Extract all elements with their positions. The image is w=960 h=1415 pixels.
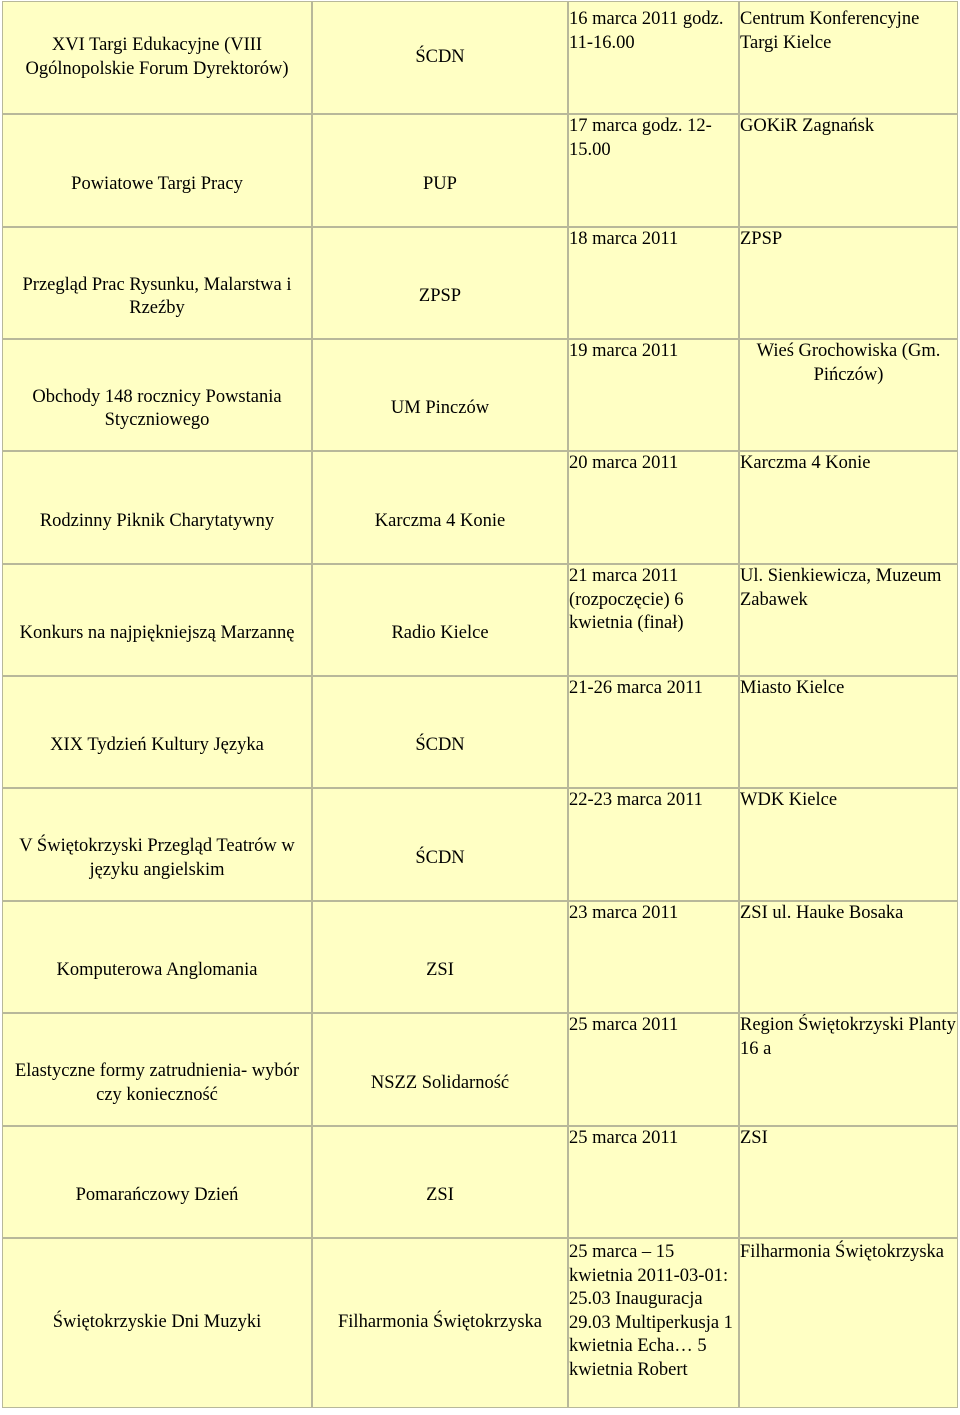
event-name: Powiatowe Targi Pracy — [2, 114, 312, 227]
table-row — [2, 901, 958, 1013]
event-name: Przegląd Prac Rysunku, Malarstwa i Rzeźby — [2, 227, 312, 339]
table-row — [2, 1238, 958, 1408]
event-name: V Świętokrzyski Przegląd Teatrów w języku angielskim — [2, 788, 312, 901]
table-row — [2, 564, 958, 676]
organizer: ŚCDN — [312, 788, 568, 901]
table-row — [2, 1126, 958, 1238]
event-place: GOKiR Zagnańsk — [739, 114, 958, 227]
event-date: 21 marca 2011 (rozpoczęcie) 6 kwietnia (finał) — [568, 564, 739, 676]
event-date: 25 marca 2011 — [568, 1126, 739, 1238]
event-date: 20 marca 2011 — [568, 451, 739, 564]
event-date: 25 marca – 15 kwietnia 2011-03-01: 25.03 Inauguracja 29.03 Multiperkusja 1 kwietnia Echa… 5 kwietnia Robert — [568, 1238, 739, 1408]
organizer: Karczma 4 Konie — [312, 451, 568, 564]
event-date: 21-26 marca 2011 — [568, 676, 739, 788]
event-place: ZSI ul. Hauke Bosaka — [739, 901, 958, 1013]
event-name: Komputerowa Anglomania — [2, 901, 312, 1013]
organizer: UM Pinczów — [312, 339, 568, 451]
events-table — [2, 1, 958, 1408]
event-name: XIX Tydzień Kultury Języka — [2, 676, 312, 788]
event-name: Elastyczne formy zatrudnienia- wybór czy konieczność — [2, 1013, 312, 1126]
event-date: 19 marca 2011 — [568, 339, 739, 451]
organizer: Filharmonia Świętokrzyska — [312, 1238, 568, 1408]
organizer: ZPSP — [312, 227, 568, 339]
event-name: XVI Targi Edukacyjne (VIII Ogólnopolskie Forum Dyrektorów) — [2, 1, 312, 114]
organizer: ZSI — [312, 1126, 568, 1238]
event-place: Karczma 4 Konie — [739, 451, 958, 564]
event-name: Konkurs na najpiękniejszą Marzannę — [2, 564, 312, 676]
event-place: Centrum Konferencyjne Targi Kielce — [739, 1, 958, 114]
organizer: PUP — [312, 114, 568, 227]
event-place: ZSI — [739, 1126, 958, 1238]
event-name: Rodzinny Piknik Charytatywny — [2, 451, 312, 564]
table-row — [2, 788, 958, 901]
event-name: Pomarańczowy Dzień — [2, 1126, 312, 1238]
event-place: Ul. Sienkiewicza, Muzeum Zabawek — [739, 564, 958, 676]
table-row — [2, 1, 958, 114]
table-row — [2, 227, 958, 339]
event-date: 23 marca 2011 — [568, 901, 739, 1013]
table-row — [2, 1013, 958, 1126]
event-date: 16 marca 2011 godz. 11-16.00 — [568, 1, 739, 114]
event-place: Filharmonia Świętokrzyska — [739, 1238, 958, 1408]
organizer: ŚCDN — [312, 676, 568, 788]
event-place: Miasto Kielce — [739, 676, 958, 788]
table-row — [2, 339, 958, 451]
event-place: Wieś Grochowiska (Gm. Pińczów) — [739, 339, 958, 451]
event-date: 25 marca 2011 — [568, 1013, 739, 1126]
organizer: ZSI — [312, 901, 568, 1013]
table-row — [2, 451, 958, 564]
event-name: Świętokrzyskie Dni Muzyki — [2, 1238, 312, 1408]
event-date: 18 marca 2011 — [568, 227, 739, 339]
event-name: Obchody 148 rocznicy Powstania Styczniowego — [2, 339, 312, 451]
event-date: 17 marca godz. 12-15.00 — [568, 114, 739, 227]
event-place: ZPSP — [739, 227, 958, 339]
event-place: WDK Kielce — [739, 788, 958, 901]
organizer: Radio Kielce — [312, 564, 568, 676]
table-row — [2, 676, 958, 788]
organizer: ŚCDN — [312, 1, 568, 114]
organizer: NSZZ Solidarność — [312, 1013, 568, 1126]
event-place: Region Świętokrzyski Planty 16 a — [739, 1013, 958, 1126]
table-row — [2, 114, 958, 227]
event-date: 22-23 marca 2011 — [568, 788, 739, 901]
